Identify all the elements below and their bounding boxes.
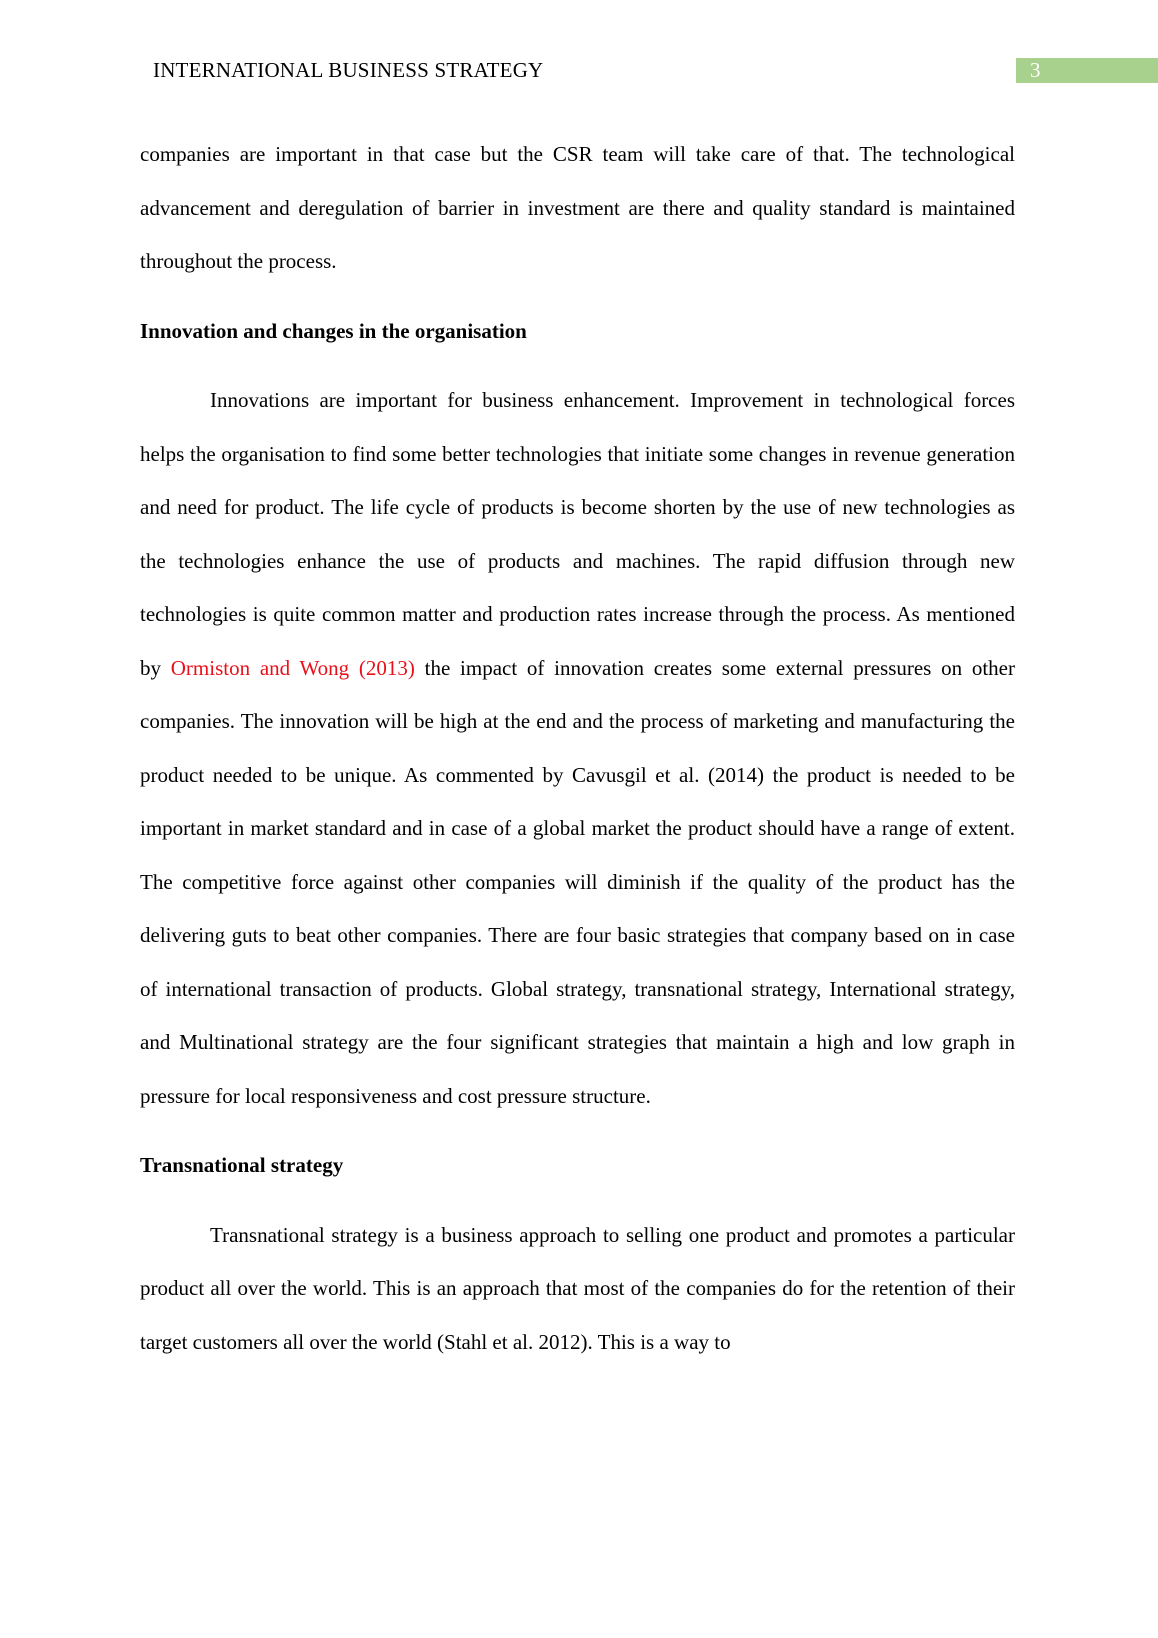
- document-body: [140, 128, 1015, 1369]
- section-heading-transnational: Transnational strategy: [140, 1153, 344, 1177]
- section-heading-innovation: Innovation and changes in the organisation: [140, 318, 527, 343]
- paragraph-csr-continuation: companies are important in that case but the CSR team will take care of that. The technological advancement and deregulation of barrier in investment are there and quality standard is maintained throughout the process.: [140, 142, 1015, 273]
- paragraph-innovation-text-b: the impact of innovation creates some external pressures on other companies. The innovation will be high at the end and the process of marketing and manufacturing the product needed to be unique. As commented by Cavusgil et al. (2014) the product is needed to be important in market standard and in case of a global market the product should have a range of extent. The competitive force against other companies will diminish if the quality of the product has the delivering guts to beat other companies. There are four basic strategies that company based on in case of international transaction of products. Global strategy, transnational strategy, International strategy, and Multinational strategy are the four significant strategies that maintain a high and low graph in pressure for local responsiveness and cost pressure structure.: [140, 655, 1015, 1108]
- page-number: 3: [1030, 58, 1041, 82]
- page-number-badge: [1016, 58, 1158, 83]
- citation-ormiston-wong: Ormiston and Wong (2013): [170, 655, 415, 680]
- paragraph-innovation: [140, 374, 1015, 1123]
- paragraph-transnational: Transnational strategy is a business approach to selling one product and promotes a particular product all over the world. This is an approach that most of the companies do for the retention of their target customers all over the world (Stahl et al. 2012). This is a way to: [140, 1222, 1015, 1354]
- paragraph-innovation-text-a: Innovations are important for business enhancement. Improvement in technological forces helps the organisation to find some better technologies that initiate some changes in revenue generation and need for product. The life cycle of products is become shorten by the use of new technologies as the technologies enhance the use of products and machines. The rapid diffusion through new technologies is quite common matter and production rates increase through the process. As mentioned by: [140, 388, 1015, 680]
- running-header-title: INTERNATIONAL BUSINESS STRATEGY: [153, 58, 544, 82]
